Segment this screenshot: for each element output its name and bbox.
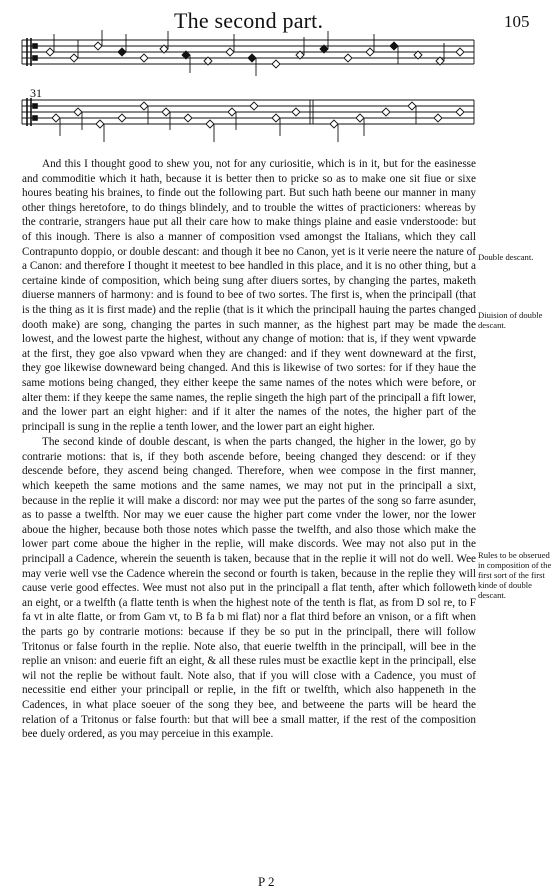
upper-notes [46,30,464,76]
upper-staff [22,40,474,64]
margin-note-double-descant: Double descant. [478,252,534,262]
lower-notes [52,102,464,142]
margin-note-rules: Rules to be obserued in composition of the first sort of the first kinde of double descant. [478,550,552,600]
main-text [22,157,476,742]
paragraph-second-kinde: The second kinde of double descant, is when the parts changed, the higher in the lower, go by contrarie motions: that is, if they both ascende before, beeing changed they descend: or if they descende before, they ascend being changed. Therefore, when wee compose in the first manner, which keepeth the same motions and the same names, we may not put in the principall a sixt, because in the replie it will make a discord: nor may wee put the partes of the song so farre asunder, as to passe a twelfth. Nor may we euer cause the higher part come vnder the lower, nor the lower aboue the higher, because both those notes which passe the twelfth, and also those which make the lower part come aboue the higher in the replie, will make discords. Wee may not also put in the principall a Cadence, wherein the seuenth is taken, because that in the replie it will not do well. Wee may verie well vse the Cadence wherein the second or fourth is taken, because in the replie they will cause verie good effectes. Wee must not also put in the principall a flat tenth, after which followeth an eight, or a twelfth (a flatte tenth is when the highest note of the tenth is flat, as from D sol re, to F fa vt in alte flatte, or from Gam vt, to B fa b mi flat) nor a flat third before an vnison, or a fift when the parts go by contrarie motions: because if they be so put in the principall, there will follow Tritonus or false fourth in the replie. Note also, that euerie twelfth in the principall, will bee in the replie an vnison: and euerie fift an eight, & all these rules must be exactlie kept in the principall, else wil not the replie be without fault. Note also, that if you will close with a Cadence, you must of necessitie end either your principall or replie, in the fift or twelfth, which also happeneth in the Cadences, in what place soeuer of the song they bee, and betweene the parts will be heard the relation of a Tritonus or false fourth: but that will bee a small matter, if the rest of the composition bee duely ordered, as you may perceiue in this example. [22,436,476,741]
running-title: The second part. [174,8,324,33]
lower-staff [22,100,474,124]
paragraph-double-descant-intro: And this I thought good to shew you, not for any curiositie, which is in it, but for the easinesse and commoditie which it hath, because it is better then to pricke so as to make one sit fiue or sixe houres beating his braines, to finde out the following part. But such hath beene our manner in many other things heretofore, to do things blindely, and to trouble the wittes of practicioners: whereas by the contrarie, strangers haue put all their care how to make things plaine and easie vnderstoode: but of this inough. There is also a manner of composition vsed amongst the Italians, which they call Contrapunto doppio, or double descant: and though it bee no Canon, yet is it verie neere the nature of a Canon: and therefore I thought it meetest to bee handled in this place, and it is no other thing, but a certaine kinde of composition, which being sung after diuers sortes, by changing the partes, maketh diuerse manners of harmony: and is found to bee of two sortes. The first is, when the principall (that is the thing as it is first made) and the replie (that is it which the principall hauing the partes changed dooth make) are song, changing the partes in such manner, as the highest part may be made the lowest, and the lowest parte the highest, without any change of motion: that is, if they went vpwarde at the first, they goe also vpward when they are changed: and if they went downeward at the first, they goe likewise downeward being changed. And this is likewise of two sortes: for if they haue the same motions being changed, they either keepe the same names of the notes which were before, or alter them: if they keepe the same names, the replie singeth the high part of the principall a fift lower, and the lower part an eight higher: and if it alter the names of the notes, the higher part of the principall is sung in the replie a tenth lower, and the lower part an eight higher. [22,158,476,433]
page-number: 105 [504,12,530,31]
music-staves [0,30,480,155]
signature-mark: P 2 [258,874,275,889]
margin-note-diuision: Diuision of double descant. [478,310,543,330]
measure-number: 31 [30,86,42,100]
